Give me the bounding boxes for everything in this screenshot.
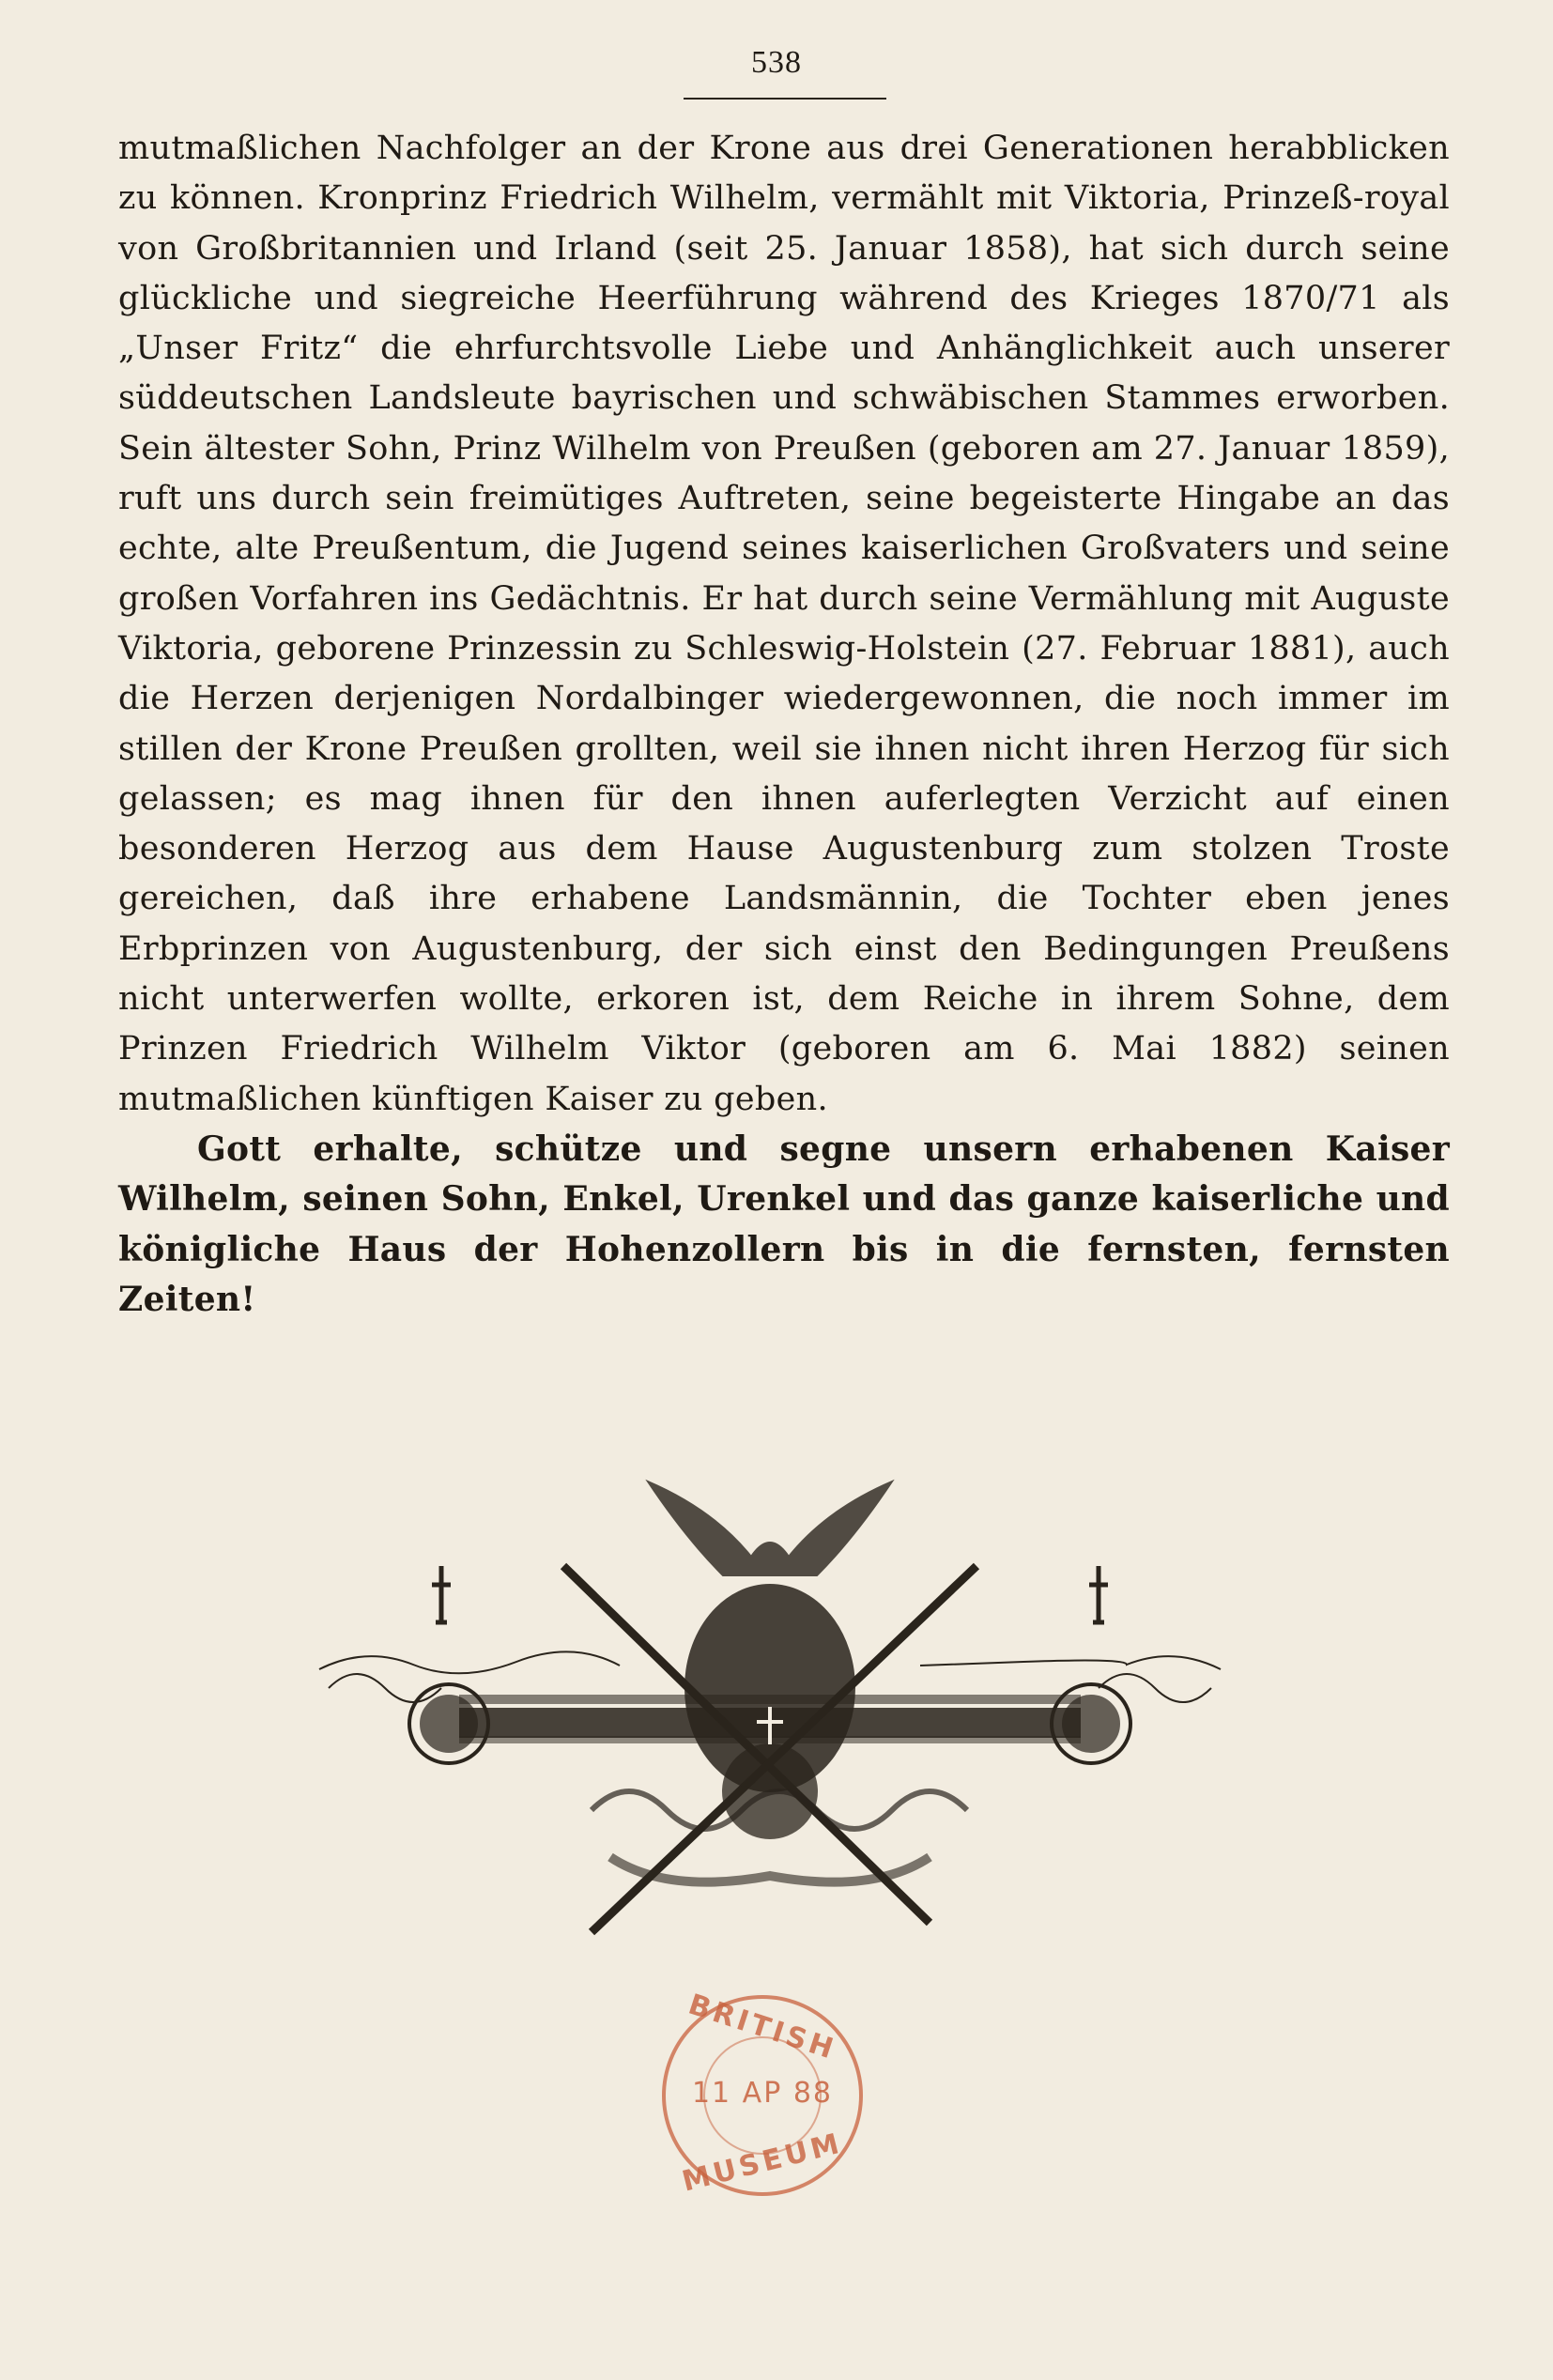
- page-number: 538: [751, 45, 802, 80]
- body-text: [118, 124, 1450, 1325]
- stamp-top-text: BRITISH: [684, 1988, 841, 2067]
- heraldic-vignette: [310, 1453, 1230, 1960]
- stamp-date: 11 AP 88: [691, 2077, 834, 2110]
- library-stamp: [650, 1983, 875, 2208]
- closing-paragraph: Gott erhalte, schütze und segne unsern erhabenen Kaiser Wilhelm, seinen Sohn, Enkel, Urenkel und das ganze kaiserliche und königliche Haus der Hohenzollern bis in die fernsten, fernsten Zeiten!: [118, 1129, 1450, 1319]
- paragraph: mutmaßlichen Nachfolger an der Krone aus drei Generationen herabblicken zu können. Kronprinz Friedrich Wilhelm, vermählt mit Viktoria, Prinzeß-royal von Großbritannien und Irland (seit 25. Januar 1858), hat sich durch seine glückliche und siegreiche Heerführung während des Krieges 1870/71 als „Unser Fritz“ die ehrfurchtsvolle Liebe und Anhänglichkeit auch unserer süddeutschen Landsleute bayrischen und schwäbischen Stammes erworben. Sein ältester Sohn, Prinz Wilhelm von Preußen (geboren am 27. Januar 1859), ruft uns durch sein freimütiges Auftreten, seine begeisterte Hingabe an das echte, alte Preußentum, die Jugend seines kaiserlichen Großvaters und seine großen Vorfahren ins Gedächtnis. Er hat durch seine Vermählung mit Auguste Viktoria, geborene Prinzessin zu Schleswig-Holstein (27. Februar 1881), auch die Herzen derjenigen Nordalbinger wiedergewonnen, die noch immer im stillen der Krone Preußen grollten, weil sie ihnen nicht ihren Herzog für sich gelassen; es mag ihnen für den ihnen auferlegten Verzicht auf einen besonderen Herzog aus dem Hause Augustenburg zum stolzen Troste gereichen, daß ihre erhabene Landsmännin, die Tochter eben jenes Erbprinzen von Augustenburg, der sich einst den Bedingungen Preußens nicht unterwerfen wollte, erkoren ist, dem Reiche in ihrem Sohne, dem Prinzen Friedrich Wilhelm Viktor (geboren am 6. Mai 1882) seinen mutmaßlichen künftigen Kaiser zu geben.: [118, 130, 1450, 1118]
- stamp-bottom-text: MUSEUM: [679, 2127, 846, 2199]
- header-rule: [684, 98, 886, 100]
